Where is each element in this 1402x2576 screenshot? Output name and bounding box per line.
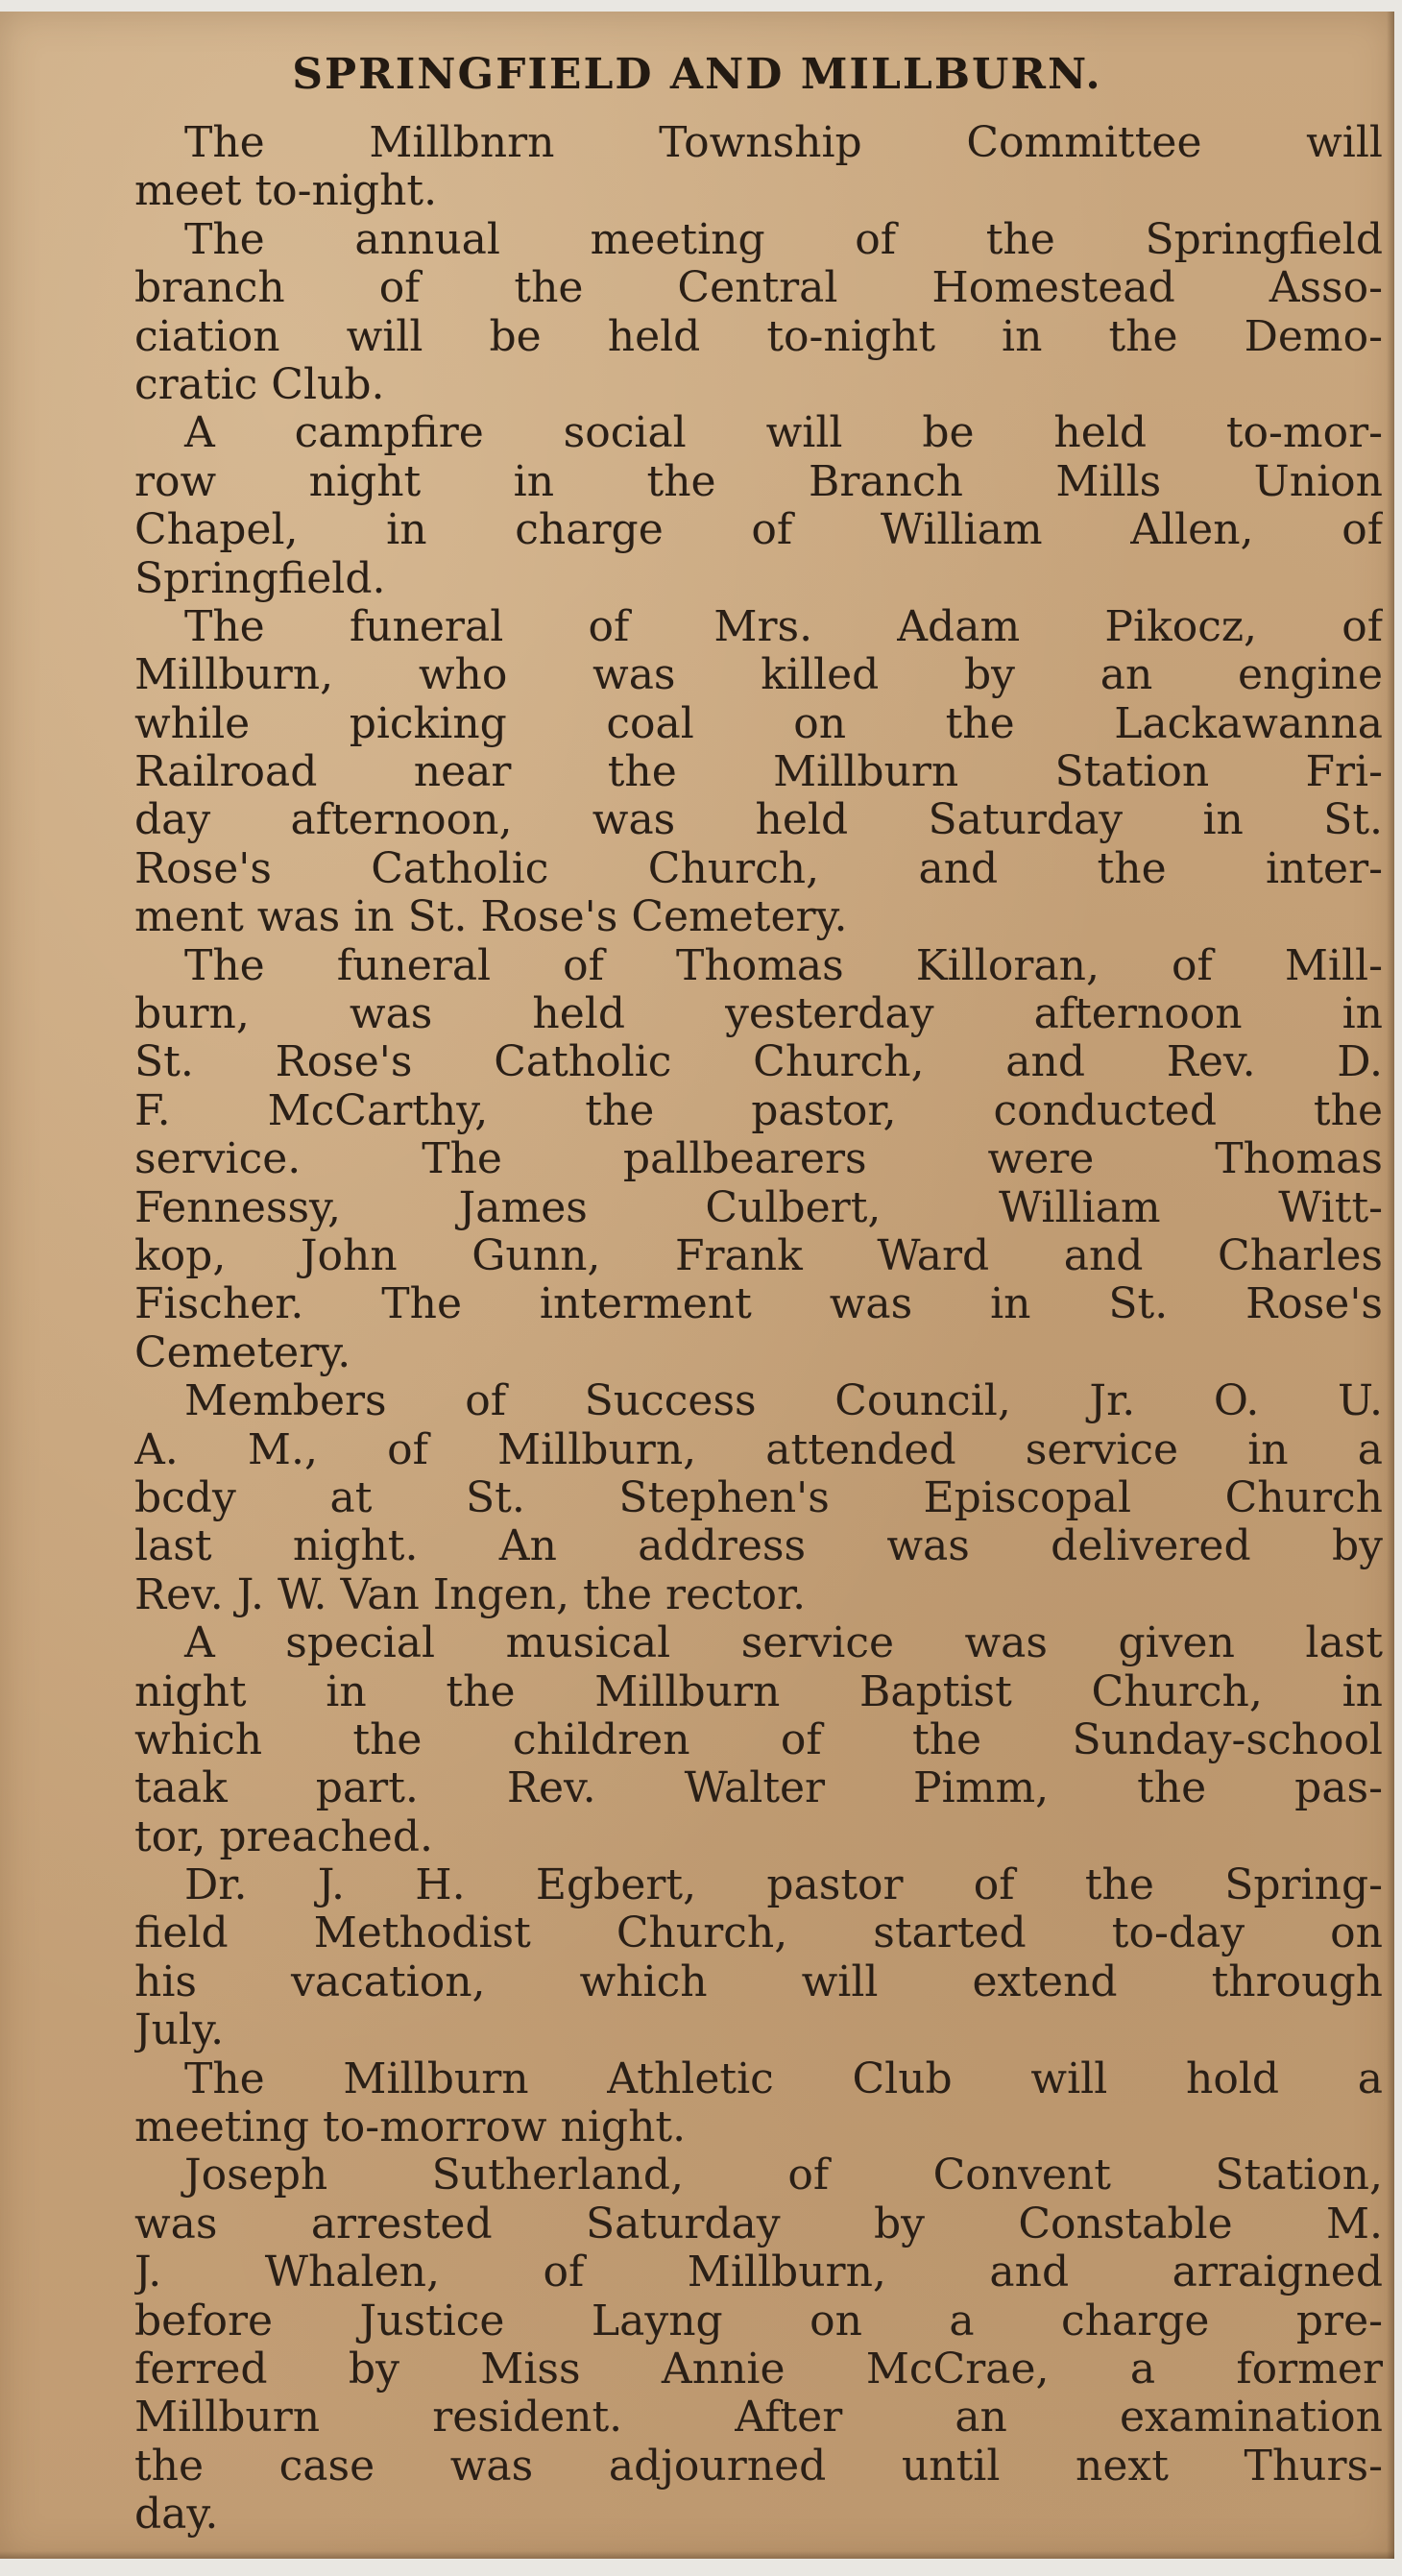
text-line: burn, was held yesterday afternoon in <box>134 990 1383 1039</box>
text-line: ciation will be held to-night in the Demo- <box>134 312 1383 361</box>
text-line: field Methodist Church, started to-day on <box>134 1909 1383 1958</box>
text-line: Members of Success Council, Jr. O. U. <box>184 1377 1383 1426</box>
text-line: Rose's Catholic Church, and the inter- <box>134 844 1383 893</box>
text-line: A. M., of Millburn, attended service in a <box>134 1425 1383 1474</box>
text-line: service. The pallbearers were Thomas <box>134 1135 1383 1184</box>
newspaper-clipping <box>0 12 1394 2559</box>
text-line: July. <box>134 2006 225 2055</box>
text-line: The Millbnrn Township Committee will <box>184 119 1383 167</box>
article-body <box>134 119 1383 2540</box>
text-line: Railroad near the Millburn Station Fri- <box>134 748 1383 797</box>
text-line: F. McCarthy, the pastor, conducted the <box>134 1086 1383 1135</box>
text-line: A campfire social will be held to-mor- <box>184 409 1383 458</box>
text-line: Dr. J. H. Egbert, pastor of the Spring- <box>184 1861 1383 1910</box>
text-line: Joseph Sutherland, of Convent Station, <box>184 2151 1383 2200</box>
text-line: last night. An address was delivered by <box>134 1522 1383 1571</box>
text-line: Cemetery. <box>134 1328 351 1377</box>
text-line: Fischer. The interment was in St. Rose's <box>134 1280 1383 1329</box>
text-line: taak part. Rev. Walter Pimm, the pas- <box>134 1764 1383 1813</box>
text-line: day. <box>134 2491 219 2540</box>
text-line: night in the Millburn Baptist Church, in <box>134 1667 1383 1716</box>
text-line: meeting to-morrow night. <box>134 2103 687 2152</box>
text-line: ferred by Miss Annie McCrae, a former <box>134 2345 1383 2394</box>
text-line: Fennessy, James Culbert, William Witt- <box>134 1183 1383 1232</box>
text-line: St. Rose's Catholic Church, and Rev. D. <box>134 1038 1383 1087</box>
clipping-edge-shadow-right <box>1387 12 1394 2559</box>
text-line: The funeral of Thomas Killoran, of Mill- <box>184 941 1383 990</box>
text-line: bcdy at St. Stephen's Episcopal Church <box>134 1473 1383 1522</box>
text-line: row night in the Branch Mills Union <box>134 457 1383 506</box>
text-line: was arrested Saturday by Constable M. <box>134 2199 1383 2248</box>
text-line: The annual meeting of the Springfield <box>184 215 1383 264</box>
text-line: tor, preached. <box>134 1812 433 1861</box>
text-line: kop, John Gunn, Frank Ward and Charles <box>134 1231 1383 1280</box>
text-line: while picking coal on the Lackawanna <box>134 699 1383 748</box>
text-line: J. Whalen, of Millburn, and arraigned <box>134 2248 1383 2297</box>
text-line: The funeral of Mrs. Adam Pikocz, of <box>184 602 1383 651</box>
text-line: Millburn, who was killed by an engine <box>134 651 1383 700</box>
text-line: The Millburn Athletic Club will hold a <box>184 2054 1383 2103</box>
text-line: day afternoon, was held Saturday in St. <box>134 796 1383 845</box>
text-line: Chapel, in charge of William Allen, of <box>134 506 1383 555</box>
text-line: meet to-night. <box>134 167 438 216</box>
text-line: ment was in St. Rose's Cemetery. <box>134 893 848 942</box>
text-line: branch of the Central Homestead Asso- <box>134 264 1383 313</box>
text-line: the case was adjourned until next Thurs- <box>134 2442 1383 2491</box>
text-line: cratic Club. <box>134 360 385 409</box>
text-line: Springfield. <box>134 554 386 603</box>
clipping-edge-shadow-bottom <box>0 2551 1394 2559</box>
text-line: which the children of the Sunday-school <box>134 1715 1383 1764</box>
text-line: Millburn resident. After an examination <box>134 2394 1383 2442</box>
text-line: before Justice Layng on a charge pre- <box>134 2297 1383 2345</box>
text-line: Rev. J. W. Van Ingen, the rector. <box>134 1570 807 1619</box>
text-line: A special musical service was given last <box>184 1619 1383 1668</box>
text-line: his vacation, which will extend through <box>134 1957 1383 2006</box>
article-headline: SPRINGFIELD AND MILLBURN. <box>292 50 1102 99</box>
